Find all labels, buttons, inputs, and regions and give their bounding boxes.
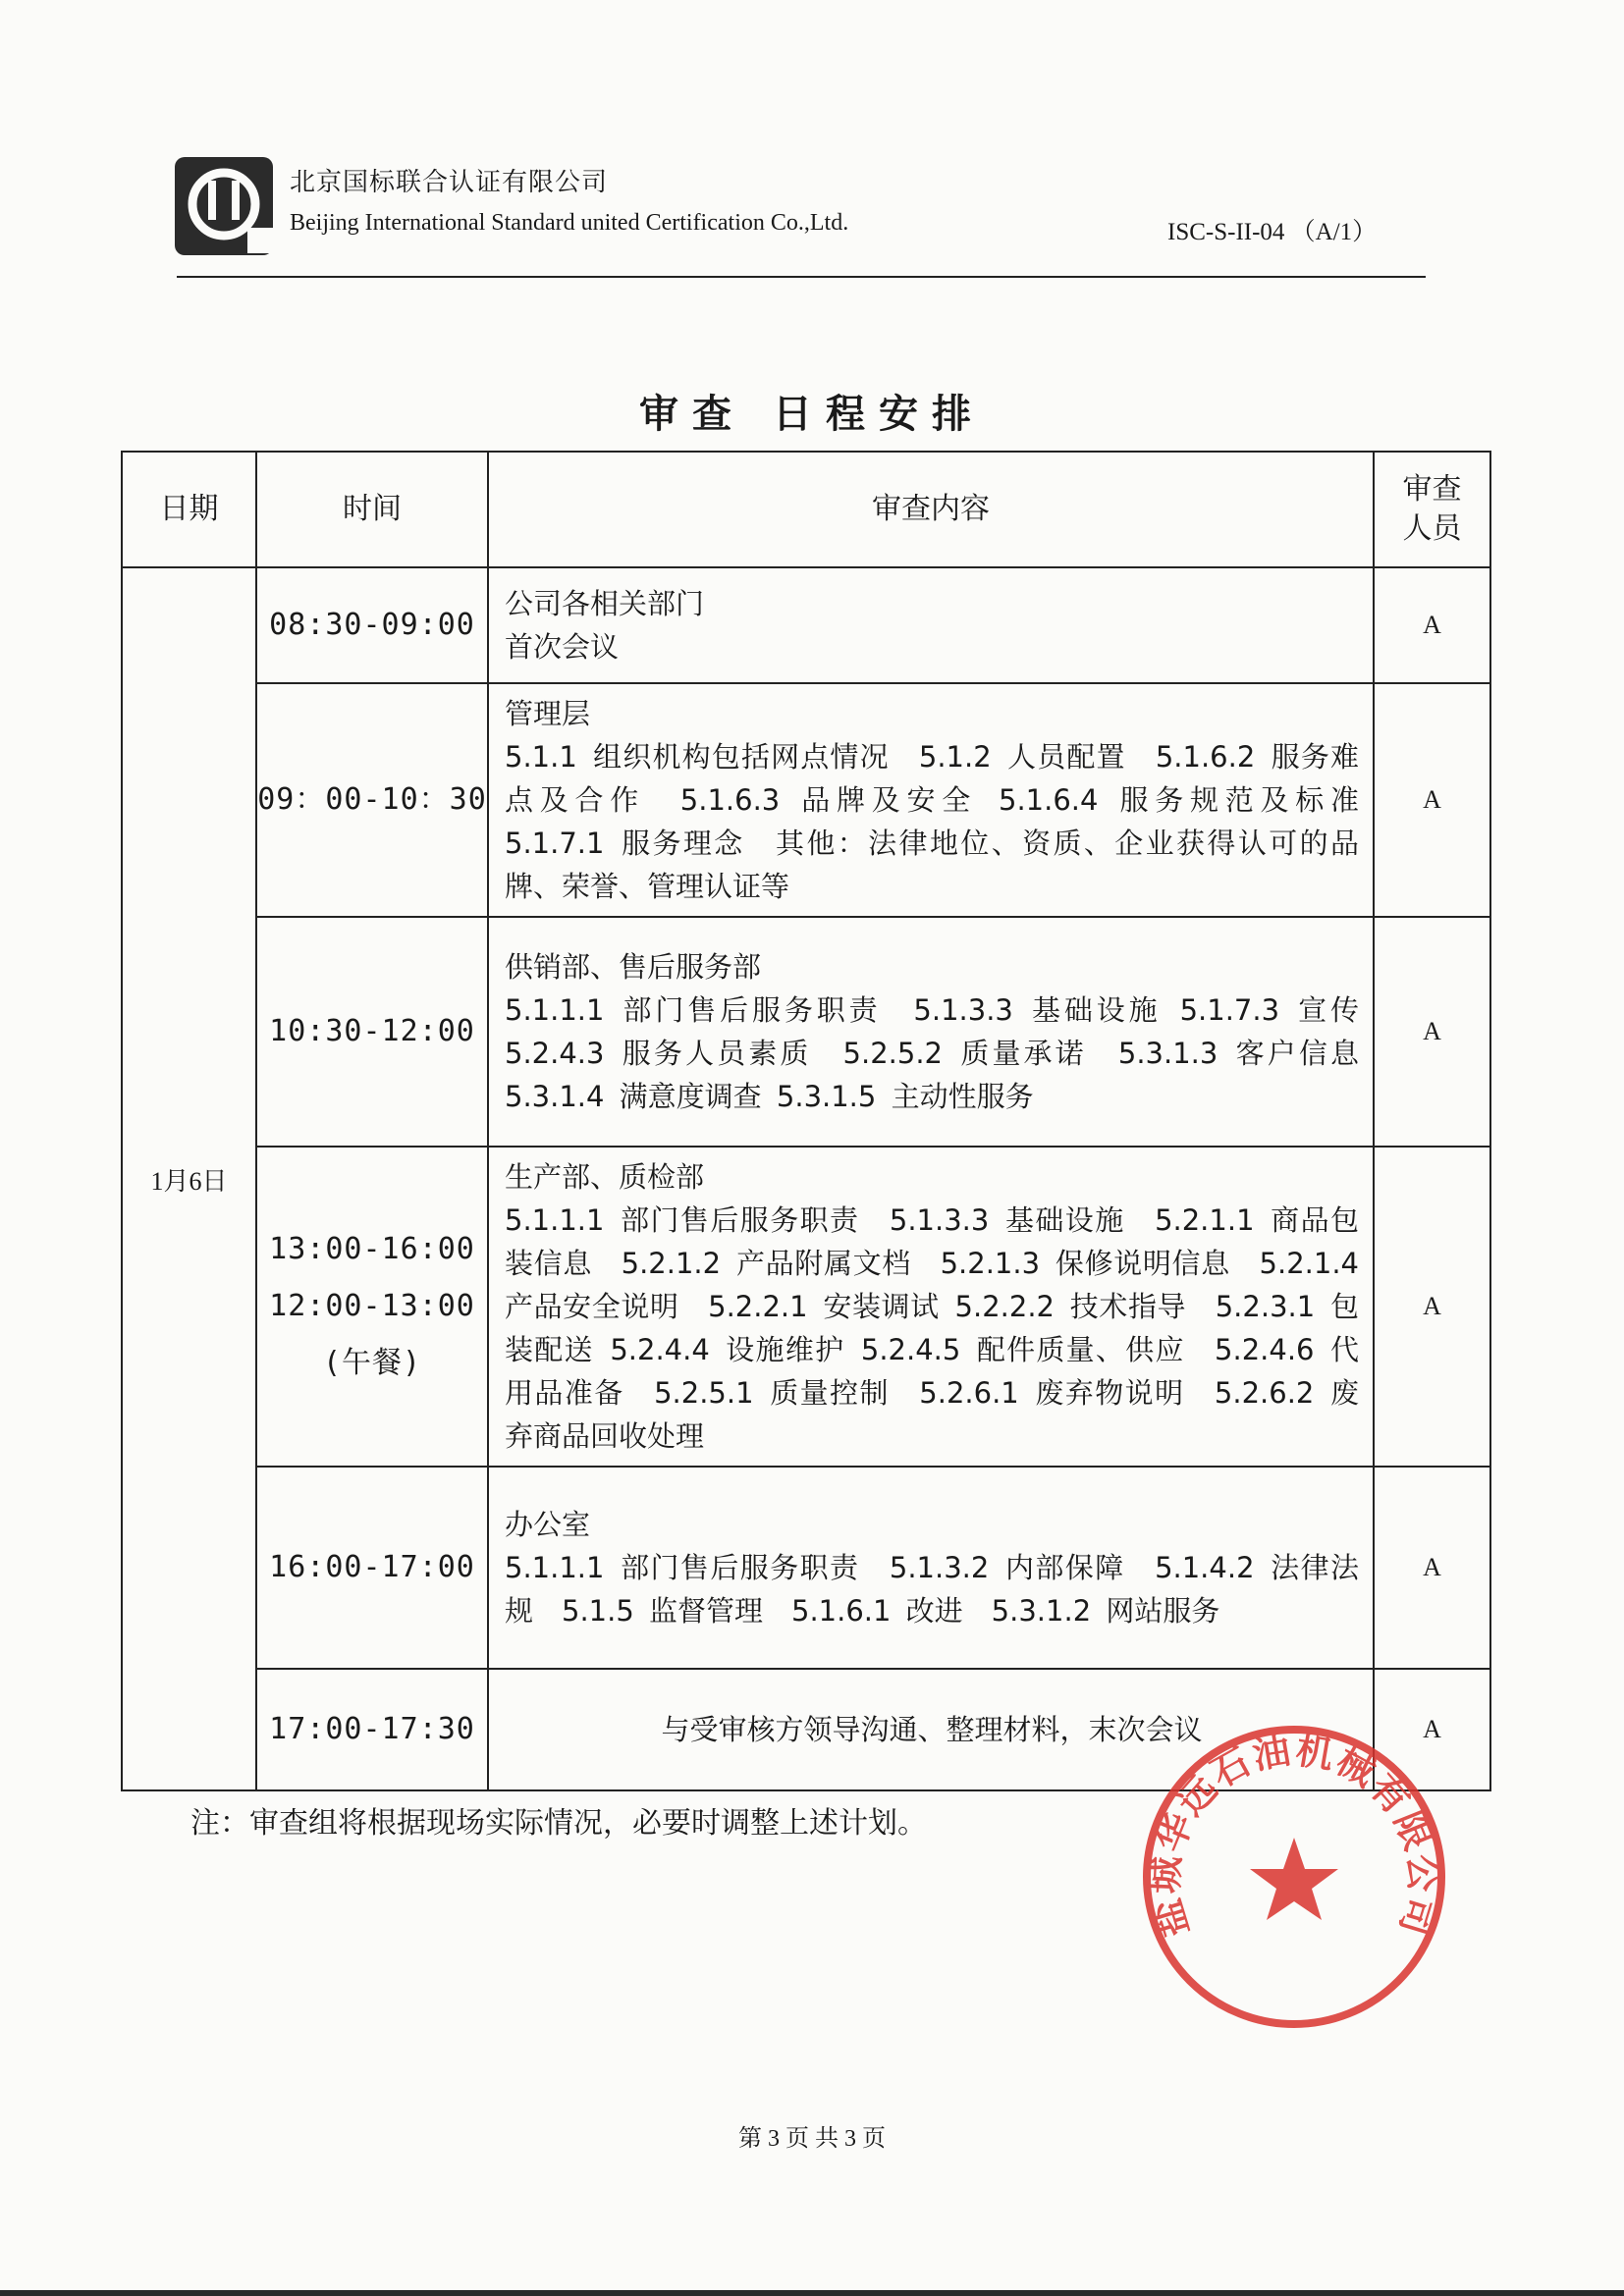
- content-cell: [488, 1467, 1374, 1669]
- table-row: [122, 683, 1490, 917]
- review-items: 首次会议: [505, 630, 620, 664]
- content-cell: [488, 683, 1388, 917]
- auditor-cell: A: [1374, 1467, 1490, 1669]
- header-auditor: 审查人员: [1374, 452, 1490, 567]
- department: 供销部、售后服务部: [505, 950, 762, 984]
- page-number: 第 3 页 共 3 页: [738, 2126, 886, 2152]
- star-icon: [1250, 1838, 1338, 1920]
- document-code: ISC-S-II-04 （A/1）: [1167, 219, 1378, 245]
- department: 管理层: [505, 697, 591, 730]
- header-time: 时间: [256, 452, 488, 567]
- table-row: [122, 567, 1490, 683]
- department: 办公室: [505, 1508, 591, 1541]
- header-content: 审查内容: [488, 452, 1374, 567]
- auditor-cell: A: [1374, 1147, 1490, 1467]
- content-cell: [488, 917, 1388, 1147]
- auditor-cell: A: [1374, 1669, 1490, 1790]
- schedule-table: [121, 451, 1491, 1791]
- company-logo: [173, 155, 275, 257]
- review-items: 5.1.1.1 部门售后服务职责 5.1.3.3 基础设施 5.1.7.3 宣传 5.2.4.3 服务人员素质 5.2.5.2 质量承诺 5.3.1.3 客户信息 5.3.1.4 满意度调查 5.3.1.5 主动性服务: [505, 993, 1388, 1113]
- time-cell: 10:30-12:00: [256, 917, 488, 1147]
- auditor-cell: A: [1374, 567, 1490, 683]
- table-row: [122, 917, 1490, 1147]
- content-cell: [488, 1669, 1374, 1790]
- table-row: [122, 1669, 1490, 1790]
- header-date: 日期: [122, 452, 256, 567]
- department: 生产部、质检部: [505, 1160, 705, 1194]
- time-cell: 08:30-09:00: [256, 567, 488, 683]
- header-divider: [177, 276, 1426, 278]
- time-cell: 16:00-17:00: [256, 1467, 488, 1669]
- page-title: 审查 日程安排: [639, 392, 985, 437]
- company-name-cn: 北京国标联合认证有限公司: [290, 168, 609, 197]
- review-items: 5.1.1 组织机构包括网点情况 5.1.2 人员配置 5.1.6.2 服务难点及合作 5.1.6.3 品牌及安全 5.1.6.4 服务规范及标准 5.1.7.1 服务理念 其他：法律地位、资质、企业获得认可的品牌、荣誉、管理认证等: [505, 740, 1388, 903]
- time-cell: 09：00-10：30: [256, 683, 488, 917]
- company-name-en: Beijing International Standard united Certification Co.,Ltd.: [290, 210, 849, 236]
- table-header-row: [122, 452, 1490, 567]
- scan-edge: [0, 2290, 1624, 2296]
- time-cell: 17:00-17:30: [256, 1669, 488, 1790]
- date-cell: 1月6日: [122, 567, 256, 1790]
- time-cell: 13:00-16:00 12:00-13:00 (午餐): [256, 1147, 488, 1467]
- table-row: [122, 1147, 1490, 1467]
- auditor-cell: A: [1374, 683, 1490, 917]
- review-items: 5.1.1.1 部门售后服务职责 5.1.3.2 内部保障 5.1.4.2 法律法规 5.1.5 监督管理 5.1.6.1 改进 5.3.1.2 网站服务: [505, 1551, 1359, 1628]
- seal-text: 盐城华远石油机械有限公司: [1143, 1728, 1445, 1943]
- review-items: 5.1.1.1 部门售后服务职责 5.1.3.3 基础设施 5.2.1.1 商品包装信息 5.2.1.2 产品附属文档 5.2.1.3 保修说明信息 5.2.1.4 产品安全说明 5.2.2.1 安装调试 5.2.2.2 技术指导 5.2.3.1 包装配送 5.2.4.4 设施维护 5.2.4.5 配件质量、供应 5.2.4.6 代用品准备 5.2.5.1 质量控制 5.2.6.1 废弃物说明 5.2.6.2 废弃商品回收处理: [505, 1203, 1359, 1453]
- department: 公司各相关部门: [505, 587, 705, 620]
- auditor-cell: A: [1374, 917, 1490, 1147]
- content-cell: [488, 567, 1374, 683]
- schedule-note: 注：审查组将根据现场实际情况，必要时调整上述计划。: [190, 1806, 927, 1841]
- content-cell: [488, 1147, 1374, 1467]
- review-items: 与受审核方领导沟通、整理材料，末次会议: [661, 1713, 1203, 1746]
- table-row: [122, 1467, 1490, 1669]
